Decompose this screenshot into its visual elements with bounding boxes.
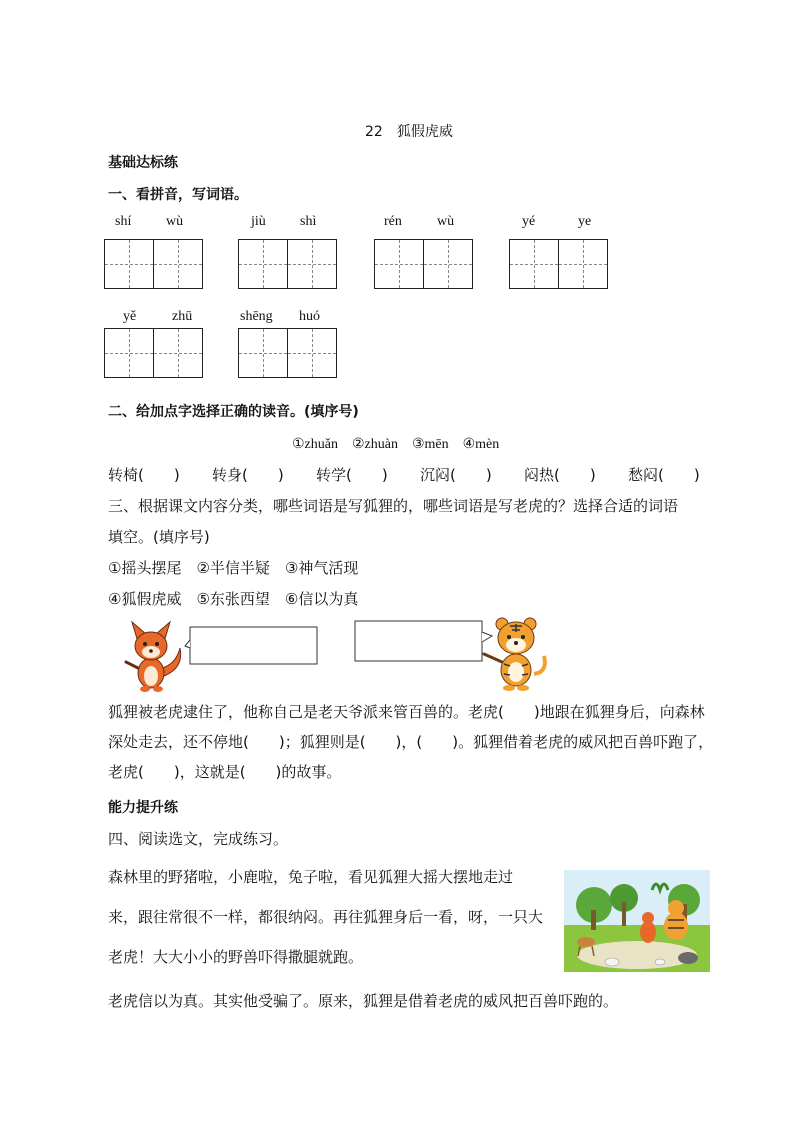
q2-heading: 二、给加点字选择正确的读音。(填序号): [108, 404, 359, 420]
character-cell[interactable]: [558, 239, 608, 289]
reading-passage-line: 老虎！大大小小的野兽吓得撒腿就跑。: [108, 948, 364, 966]
q2-item[interactable]: 转学( ): [316, 466, 388, 484]
q3-heading: 三、根据课文内容分类，哪些词语是写狐狸的，哪些词语是写老虎的？选择合适的词语: [108, 497, 679, 515]
pinyin-label: ye: [578, 214, 592, 229]
character-cell[interactable]: [238, 239, 288, 289]
writing-grid[interactable]: [509, 239, 607, 289]
fox-speech-bubble[interactable]: [184, 626, 318, 666]
pinyin-label: rén: [384, 214, 402, 229]
pinyin-label: zhū: [172, 309, 193, 324]
q4-heading: 四、阅读选文，完成练习。: [108, 830, 289, 848]
character-cell[interactable]: [509, 239, 559, 289]
q2-options: ①zhuǎn ②zhuàn ③mēn ④mèn: [292, 437, 500, 452]
q3-options-row: ①摇头摆尾 ②半信半疑 ③神气活现: [108, 559, 359, 577]
pinyin-label: shì: [300, 214, 317, 229]
q3-options-row: ④狐假虎威 ⑤东张西望 ⑥信以为真: [108, 590, 359, 608]
q2-item[interactable]: 闷热( ): [524, 466, 596, 484]
character-cell[interactable]: [374, 239, 424, 289]
pinyin-label: yé: [522, 214, 536, 229]
character-cell[interactable]: [153, 239, 203, 289]
reading-passage-line: 老虎信以为真。其实他受骗了。原来，狐狸是借着老虎的威风把百兽吓跑的。: [108, 992, 619, 1010]
fox-illustration: [118, 618, 188, 693]
character-cell[interactable]: [153, 328, 203, 378]
q3-paragraph: 狐狸被老虎逮住了，他称自己是老天爷派来管百兽的。老虎( )地跟在狐狸身后，向森林深处走去，还不停地( )；狐狸则是( )，( )。狐狸借着老虎的威风把百兽吓跑了，老虎( )，这就是( )的故事。: [108, 703, 714, 781]
reading-passage-line: 森林里的野猪啦，小鹿啦，兔子啦，看见狐狸大摇大摆地走过: [108, 868, 514, 886]
q2-item[interactable]: 转身( ): [212, 466, 284, 484]
tiger-illustration: [482, 612, 552, 692]
character-cell[interactable]: [423, 239, 473, 289]
page-title: 22 狐假虎威: [365, 124, 453, 140]
section-basic-heading: 基础达标练: [108, 155, 178, 171]
character-cell[interactable]: [287, 328, 337, 378]
writing-grid[interactable]: [238, 239, 336, 289]
character-cell[interactable]: [287, 239, 337, 289]
pinyin-label: wù: [166, 214, 184, 229]
pinyin-label: wù: [437, 214, 455, 229]
character-cell[interactable]: [104, 239, 154, 289]
tiger-speech-bubble[interactable]: [354, 620, 494, 662]
character-cell[interactable]: [238, 328, 288, 378]
writing-grid[interactable]: [104, 239, 202, 289]
reading-passage-line: 来，跟往常很不一样，都很纳闷。再往狐狸身后一看，呀，一只大: [108, 908, 544, 926]
writing-grid[interactable]: [238, 328, 336, 378]
q1-heading: 一、看拼音，写词语。: [108, 187, 248, 203]
forest-scene-illustration: [564, 870, 710, 972]
pinyin-label: shēng: [240, 309, 273, 324]
character-cell[interactable]: [104, 328, 154, 378]
writing-grid[interactable]: [104, 328, 202, 378]
pinyin-label: shí: [115, 214, 132, 229]
q2-item[interactable]: 愁闷( ): [628, 466, 700, 484]
q2-item[interactable]: 沉闷( ): [420, 466, 492, 484]
pinyin-label: yě: [123, 309, 137, 324]
pinyin-label: huó: [299, 309, 320, 324]
section-ability-heading: 能力提升练: [108, 800, 178, 816]
q3-heading-continued: 填空。(填序号): [108, 528, 210, 546]
writing-grid[interactable]: [374, 239, 472, 289]
q2-item[interactable]: 转椅( ): [108, 466, 180, 484]
pinyin-label: jiù: [251, 214, 266, 229]
